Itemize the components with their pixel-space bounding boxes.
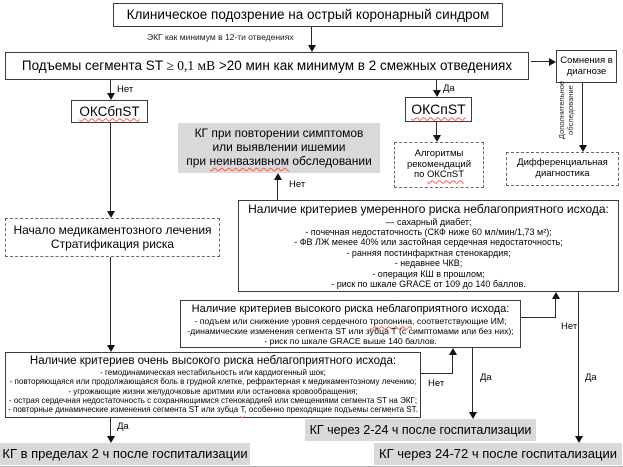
very-high-risk-item-5: [8, 405, 418, 414]
okspst-text: ОКСпST: [411, 101, 466, 118]
very-high-risk-item-5-pre: - повторные динамические изменения сегмента ST или зубца: [8, 404, 241, 414]
very-high-risk-item-3: - угрожающие жизни желудочковые аритмии или остановка кровообращения;: [68, 386, 358, 396]
moderate-risk-item-3: - ФВ ЛЖ менее 40% или застойная сердечная недостаточность;: [294, 237, 563, 248]
high-risk-item-1-pre: - подъем или снижение уровня сердечного: [194, 315, 370, 326]
arrowhead-moderate-to-kg2472: [575, 436, 583, 443]
additional-examination-line1: Дополнительное: [557, 80, 566, 140]
arrowhead-title-to-st: [308, 45, 316, 52]
oksbpst-text: ОКСбпST: [79, 103, 140, 119]
arrowhead-moderate-to-kgrepeat: [274, 173, 282, 180]
arrowhead-high-to-moderate: [552, 292, 560, 299]
arrowhead-doubt-to-differential: [579, 145, 587, 152]
arrowhead-high-to-kg224: [469, 412, 477, 419]
very-high-risk-item-5-word: Т: [240, 404, 245, 414]
moderate-risk-item-5: - недавнее ЧКВ;: [394, 258, 463, 269]
edge-label-yes-4: Да: [117, 421, 129, 432]
very-high-risk-item-2: - повторяющаяся или продолжающаяся боль в грудной клетке, рефрактерная к медикаментозному лечению;: [9, 377, 417, 387]
algorithms-line3: [397, 170, 481, 181]
moderate-risk-title: Наличие критериев умеренного риска неблагоприятного исхода:: [248, 202, 609, 216]
kg-24-72h-text: КГ через 24-72 ч после госпитализации: [379, 445, 617, 461]
kg-repeat-line3: [180, 155, 378, 169]
additional-examination-line2: обследование: [566, 85, 575, 135]
high-risk-item-1: [183, 316, 518, 326]
edge-label-yes-3: Да: [585, 372, 597, 383]
algorithms-line3-word: ОКСпST: [427, 169, 465, 181]
clinical-suspicion-box: [113, 3, 503, 27]
arrowhead-oksbpst-to-start: [107, 211, 115, 218]
edge-label-no-4: Нет: [428, 378, 445, 389]
high-risk-item-1-post: , соответствующие ИМ;: [412, 315, 507, 326]
differential-diagnosis-text: Дифференциальная диагностика: [517, 157, 608, 179]
high-risk-item-3: - риск по шкале GRACE выше 140 баллов.: [264, 335, 437, 346]
kg-2h-box: [0, 443, 250, 465]
high-risk-title: Наличие критериев высокого риска неблагоприятного исхода:: [191, 303, 510, 315]
kg-repeat-line3-word: неинвазивном: [209, 153, 289, 168]
kg-24-72h-box: [374, 443, 622, 465]
edge-moderate-to-kgrepeat: [277, 180, 278, 200]
edge-high-to-kg224: [472, 348, 473, 413]
algorithms-box: [394, 142, 484, 188]
very-high-risk-title: Наличие критериев очень высокого риска неблагоприятного исхода:: [29, 355, 397, 367]
high-risk-box: [180, 300, 521, 348]
st-text-threshold: ≥ 0,1 мВ: [166, 58, 216, 74]
start-treatment-line2: Стратификация риска: [50, 236, 175, 251]
diagnosis-doubt-text: Сомнения в диагнозе: [560, 54, 613, 77]
very-high-risk-item-1: - гемодинамическая нестабильность или кардиогенный шок;: [100, 368, 326, 378]
algorithms-line2: рекомендаций: [406, 158, 472, 170]
edge-doubt-to-differential: [582, 83, 583, 146]
edge-label-no-2: Нет: [289, 179, 306, 190]
edge-st-to-doubt: [531, 61, 550, 62]
arrowhead-st-to-doubt: [549, 58, 556, 66]
edge-label-no-1: Нет: [117, 84, 134, 95]
kg-repeat-line3-pre: при: [186, 153, 210, 168]
st-elevation-box: [5, 52, 529, 80]
differential-diagnosis-box: [506, 152, 619, 186]
arrowhead-veryhigh-to-high: [449, 348, 457, 355]
edge-veryhigh-to-high-h: [421, 373, 453, 374]
st-text-pre: Подъемы сегмента ST: [21, 58, 167, 74]
moderate-risk-item-2: - почечная недостаточность (СКФ ниже 60 мл/мин/1,73 м²);: [305, 227, 552, 238]
very-high-risk-item-5-post: , особенно преходящие подъемы сегмента ST.: [244, 404, 418, 414]
kg-2-24h-text: КГ через 2-24 ч после госпитализации: [309, 422, 532, 437]
edge-moderate-to-kg2472: [578, 292, 579, 436]
edge-label-yes-2: Да: [480, 372, 492, 383]
edge-veryhigh-to-kg2h: [110, 418, 111, 437]
kg-repeat-line1: КГ при повторении симптомов: [194, 126, 364, 141]
clinical-suspicion-text: Клиническое подозрение на острый коронарный синдром: [126, 7, 490, 23]
additional-examination-label: [557, 75, 575, 145]
algorithms-line3-pre: по: [413, 169, 428, 181]
start-treatment-box: [5, 218, 220, 257]
kg-repeat-line3-post: обследовании: [288, 153, 372, 168]
moderate-risk-item-1: — сахарный диабет;: [385, 216, 472, 227]
arrowhead-start-to-veryhigh: [107, 345, 115, 352]
arrowhead-okspst-to-algorithms: [433, 135, 441, 142]
arrowhead-veryhigh-to-kg2h: [107, 436, 115, 443]
edge-veryhigh-to-high-v: [452, 355, 453, 374]
edge-high-to-moderate-h: [521, 317, 556, 318]
moderate-risk-item-7: - риск по шкале GRACE от 109 до 140 баллов.: [331, 278, 526, 289]
moderate-risk-box: [238, 200, 619, 292]
edge-oksbpst-to-start: [110, 123, 111, 211]
high-risk-item-2: -динамические изменения сегмента ST или зубца Т (с симптомами или без них);: [187, 325, 514, 336]
very-high-risk-box: [5, 352, 421, 418]
arrowhead-st-to-okspst: [433, 90, 441, 97]
st-elevation-text: [22, 58, 512, 74]
kg-2h-text: КГ в пределах 2 ч после госпитализации: [2, 445, 248, 461]
kg-2-24h-box: [305, 419, 536, 441]
ecg-leads-label: ЭКГ как минимум в 12-ти отведениях: [147, 32, 294, 42]
edge-start-to-veryhigh: [110, 257, 111, 345]
okspst-box: [405, 97, 472, 122]
st-text-post: >20 мин как минимум в 2 смежных отведениях: [215, 58, 513, 74]
start-treatment-line1: Начало медикаментозного лечения: [13, 222, 212, 237]
very-high-risk-item-4: - острая сердечная недостаточность с сохраняющимися стенокардией или смещениями сегмента ST на ЭКГ;: [8, 395, 418, 405]
arrowhead-st-to-oksbpst: [107, 93, 115, 100]
algorithms-line1: Алгоритмы: [414, 147, 464, 159]
kg-repeat-symptoms-box: [178, 123, 380, 173]
edge-okspst-to-algorithms: [436, 122, 437, 136]
edge-high-to-moderate-v: [555, 299, 556, 318]
moderate-risk-item-6: - операция КШ в прошлом;: [372, 268, 485, 279]
kg-repeat-line2: или выявлении ишемии: [212, 140, 346, 155]
moderate-risk-item-4: - ранняя постинфарктная стенокардия;: [346, 247, 511, 258]
edge-label-no-3: Нет: [561, 321, 578, 332]
edge-label-yes-1: Да: [443, 83, 455, 94]
oksbpst-box: [71, 100, 148, 123]
edge-st-to-oksbpst: [110, 80, 111, 94]
high-risk-item-1-word: тропонина: [369, 315, 413, 326]
edge-title-to-st: [311, 27, 312, 46]
